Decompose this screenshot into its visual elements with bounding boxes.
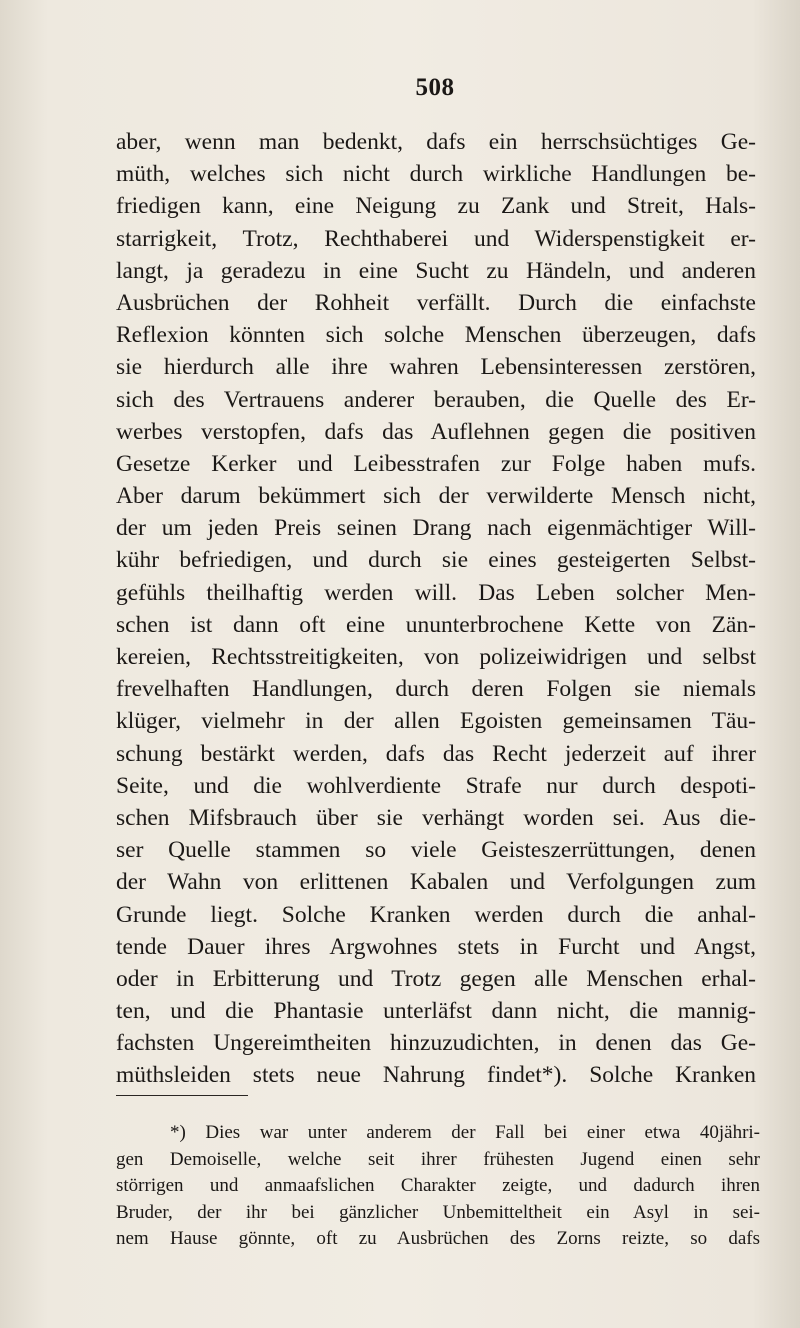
text-line: fachsten Ungereimtheiten hinzuzudichten, in denen das Ge- [116,1030,756,1057]
text-line: oder in Erbitterung und Trotz gegen alle Menschen erhal- [116,965,756,992]
text-line: aber, wenn man bedenkt, dafs ein herrschsüchtiges Ge- [116,129,756,155]
text-line: klüger, vielmehr in der allen Egoisten gemeinsamen Täu- [116,708,756,735]
text-line: starrigkeit, Trotz, Rechthaberei und Widerspenstigkeit er- [116,225,756,252]
text-line: kereien, Rechtsstreitigkeiten, von polizeiwidrigen und selbst [116,644,756,670]
footnote-line: Bruder, der ihr bei gänzlicher Unbemitteltheit ein Asyl in sei- [116,1201,760,1223]
text-line: werbes verstopfen, dafs das Auflehnen gegen die positiven [116,418,756,445]
text-line: schung bestärkt werden, dafs das Recht jederzeit auf ihrer [116,740,756,767]
text-line: sich des Vertrauens anderer berauben, die Quelle des Er- [116,386,756,413]
text-line: sie hierdurch alle ihre wahren Lebensinteressen zerstören, [116,354,756,381]
text-line: ser Quelle stammen so viele Geisteszerrüttungen, denen [116,837,756,864]
footnote-line: gen Demoiselle, welche seit ihrer frühesten Jugend einen sehr [116,1148,760,1170]
main-text-block [116,126,756,1092]
footnote-block [116,1120,760,1253]
page-number: 508 [415,74,455,101]
text-line: müthsleiden stets neue Nahrung findet*). Solche Kranken [116,1062,756,1089]
text-line: schen Mifsbrauch über sie verhängt worden sei. Aus die- [116,804,756,831]
text-line: der um jeden Preis seinen Drang nach eigenmächtiger Will- [116,515,756,542]
text-line: Aber darum bekümmert sich der verwilderte Mensch nicht, [116,483,756,510]
text-line: müth, welches sich nicht durch wirkliche Handlungen be- [116,161,756,188]
text-line: ten, und die Phantasie unterläfst dann nicht, die mannig- [116,998,756,1025]
text-line: Ausbrüchen der Rohheit verfällt. Durch die einfachste [116,289,756,316]
text-line: friedigen kann, eine Neigung zu Zank und Streit, Hals- [116,193,756,220]
text-line: Gesetze Kerker und Leibesstrafen zur Folge haben mufs. [116,450,756,477]
footnote-divider [116,1095,248,1096]
text-line: Seite, und die wohlverdiente Strafe nur durch despoti- [116,772,756,799]
text-line: gefühls theilhaftig werden will. Das Leben solcher Men- [116,579,756,606]
text-line: der Wahn von erlittenen Kabalen und Verfolgungen zum [116,869,756,896]
text-line: Reflexion könnten sich solche Menschen überzeugen, dafs [116,322,756,349]
text-line: Grunde liegt. Solche Kranken werden durch die anhal- [116,901,756,928]
text-line: langt, ja geradezu in eine Sucht zu Händeln, und anderen [116,257,756,284]
text-line: tende Dauer ihres Argwohnes stets in Furcht und Angst, [116,933,756,960]
text-line: schen ist dann oft eine ununterbrochene Kette von Zän- [116,611,756,638]
footnote-line: störrigen und anmaafslichen Charakter zeigte, und dadurch ihren [116,1175,760,1196]
text-line: frevelhaften Handlungen, durch deren Folgen sie niemals [116,676,756,703]
footnote-line: *) Dies war unter anderem der Fall bei einer etwa 40jähri- [170,1122,760,1143]
text-line: kühr befriedigen, und durch sie eines gesteigerten Selbst- [116,547,756,574]
footnote-line: nem Hause gönnte, oft zu Ausbrüchen des Zorns reizte, so dafs [116,1228,760,1249]
